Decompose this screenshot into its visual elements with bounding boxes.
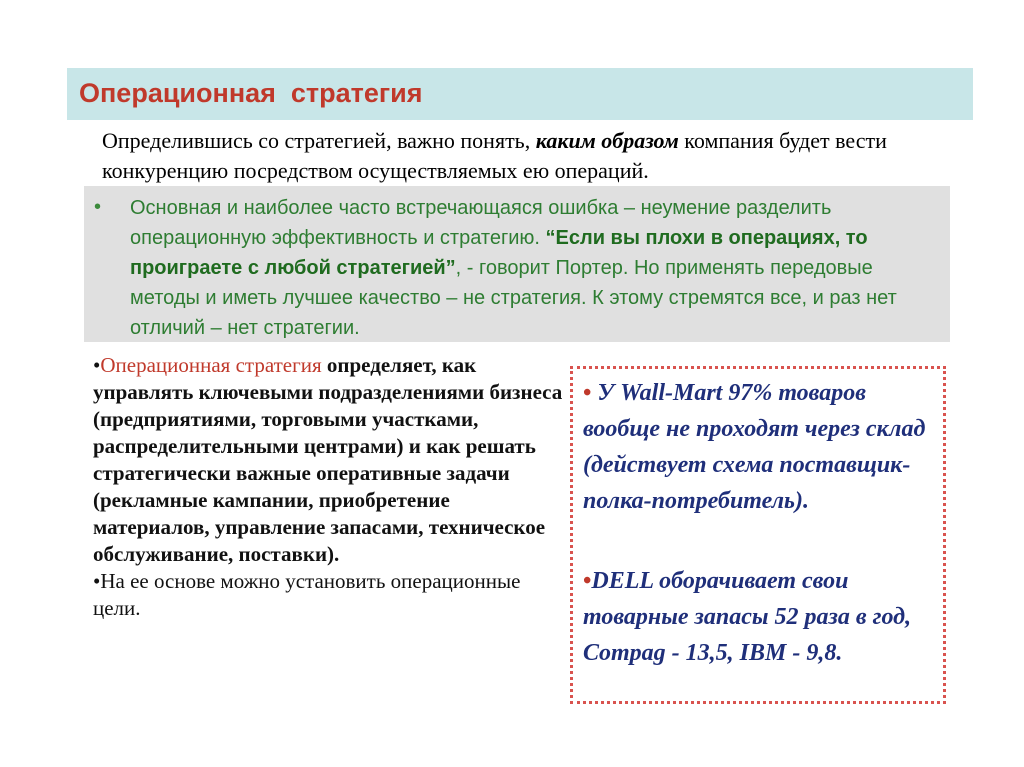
highlight-bullet: • xyxy=(94,196,102,218)
intro-paragraph xyxy=(102,126,922,186)
definition-paragraph xyxy=(93,352,563,568)
definition-bullet: • xyxy=(93,353,101,377)
goals-paragraph xyxy=(93,568,563,622)
dell-bullet: • xyxy=(583,568,592,594)
highlight-text-1: Основная и наиболее часто встречающаяся ошибка – неумение разделить операционную эффективность и стратегию. xyxy=(130,197,832,249)
intro-emphasis: каким образом xyxy=(535,128,679,153)
intro-text-1: Определившись со стратегией, важно понять, xyxy=(102,128,536,153)
page-title: Операционная стратегия xyxy=(79,78,423,108)
strategy-term: Операционная стратегия xyxy=(100,353,322,377)
title-bar xyxy=(67,68,973,120)
goals-text: На ее основе можно установить операционные цели. xyxy=(93,569,521,620)
dell-text: DELL оборачивает свои товарные запасы 52 раза в год, Compag - 13,5, IBM - 9,8. xyxy=(583,568,912,666)
walmart-text: У Wall-Mart 97% товаров вообще не проходят через склад (действует схема поставщик-полка-потребитель). xyxy=(583,380,926,514)
highlight-text-2: , - говорит Портер. Но применять передовые методы и иметь лучшее качество – не стратегия. К этому стремятся все, и раз нет отличий – нет стратегии. xyxy=(130,257,897,339)
highlight-box xyxy=(84,186,950,342)
porter-quote: “Если вы плохи в операциях, то проиграете с любой стратегией” xyxy=(130,227,868,279)
definition-text: определяет, как управлять ключевыми подразделениями бизнеса (предприятиями, торговыми участками, распределительными центрами) и как решать стратегически важные оперативные задачи (рекламные кампании, приобретение материалов, управление запасами, техническое обслуживание, поставки). xyxy=(93,353,563,566)
highlight-text xyxy=(130,193,940,343)
walmart-bullet: • xyxy=(583,380,592,406)
goals-bullet: • xyxy=(93,569,101,593)
intro-text-2: компания будет вести конкуренцию посредством осуществляемых ею операций. xyxy=(102,128,887,183)
strategy-definition xyxy=(93,352,563,622)
walmart-example xyxy=(583,375,933,519)
dell-example xyxy=(583,563,933,671)
examples-box xyxy=(570,366,946,704)
